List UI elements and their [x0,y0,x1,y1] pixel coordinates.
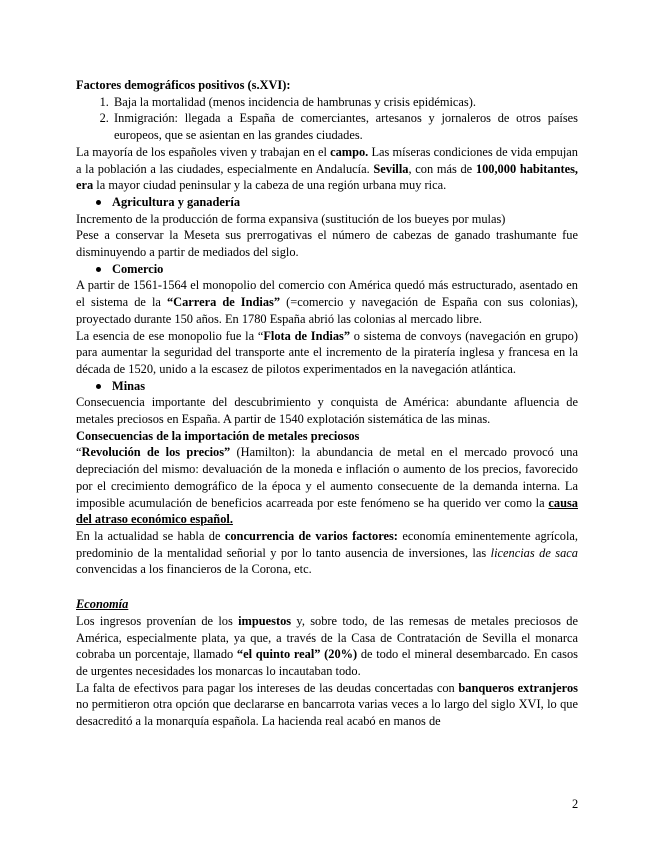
bold-text: “Carrera de Indias” [166,295,281,310]
paragraph-comercio-1: A partir de 1561-1564 el monopolio del comercio con América quedó más estructurado, asentado en el sistema de la “Carrera de Indias” (=comercio y navegación de España con sus colonias), proyectado durante 150 años. En 1780 España abrió las colonias al mercado libre. [76,278,579,326]
section-heading-economia: Economía [76,597,129,612]
paragraph-agricultura-1: Incremento de la producción de forma expansiva (sustitución de los bueyes por mulas) [76,211,506,226]
section-heading-demografia: Factores demográficos positivos (s.XVI): [76,78,291,92]
underlined-bold-text: causa del atraso económico español. [76,495,578,527]
section-heading-consecuencias: Consecuencias de la importación de metales preciosos [76,428,360,443]
bold-text: Sevilla [373,161,409,176]
demografia-list [76,94,578,144]
paragraph-concurrencia: En la actualidad se habla de concurrencia de varios factores: economía eminentemente agrícola, predominio de la mentalidad señorial y por lo tanto ausencia de inversiones, las licencias de saca convencidas a los financieros de la Corona, etc. [76,528,578,577]
paragraph-poblacion: La mayoría de los españoles viven y trabajan en el campo. Las míseras condiciones de vida empujan a la población a las ciudades, especialmente en Andalucía. Sevilla, con más de 100,000 habitantes, era la mayor ciudad peninsular y la cabeza de una región urbana muy rica. [76,144,579,193]
bold-text: concurrencia de varios factores: [224,528,398,543]
paragraph-agricultura-2: Pese a conservar la Meseta sus prerrogativas el número de cabezas de ganado trashumante fue disminuyendo a partir de mediados del siglo. [76,228,578,260]
bold-text: impuestos [238,613,292,628]
paragraph-bancarrota: La falta de efectivos para pagar los intereses de las deudas concertadas con banqueros extranjeros no permitieron otra opción que declararse en bancarrota varias veces a lo largo del siglo XVI, lo que desacreditó a la monarquía española. La hacienda real acabó en manos de [76,680,578,729]
bold-text: campo. [330,144,369,159]
list-item: 1. Baja la mortalidad (menos incidencia de hambrunas y crisis epidémicas). [112,94,578,111]
bold-text: 100,000 habitantes, era [76,161,579,193]
paragraph-comercio-2: La esencia de ese monopolio fue la “Flota de Indias” o sistema de convoys (navegación en grupo) para aumentar la seguridad del transporte ante el incremento de la piratería inglesa y francesa en la década de 1520, unido a la escasez de pilotos experimentados en la navegación atlántica. [76,328,579,376]
page-content [76,77,578,730]
paragraph-minas: Consecuencia importante del descubrimiento y conquista de América: abundante afluencia de metales preciosos en España. A partir de 1540 explotación sistemática de las minas. [76,395,578,427]
list-item: 2. Inmigración: llegada a España de comerciantes, artesanos y jornaleros de otros países europeos, que se asientan en las grandes ciudades. [112,110,578,143]
bullet-heading-agricultura: Agricultura y ganadería [76,194,578,211]
italic-text: licencias de saca [490,545,578,560]
bold-text: banqueros extranjeros [458,680,578,695]
paragraph-ingresos: Los ingresos provenían de los impuestos y, sobre todo, de las remesas de metales preciosos de América, especialmente plata, ya que, a través de la Casa de Contratación de Sevilla el monarca cobraba un porcentaje, llamado “el quinto real” (20%) de todo el mineral desembarcado. En casos de urgentes necesidades los monarcas lo incautaban todo. [76,613,579,678]
paragraph-revolucion-precios: “Revolución de los precios” (Hamilton): la abundancia de metal en el mercado provocó una depreciación del mismo: devaluación de la moneda e inflación o aumento de los precios, favorecido por el crecimiento demográfico de la época y el aumento consecuente de la demanda interna. La imposible acumulación de beneficios acarreada por este fenómeno se ha querido ver como la causa del atraso económico español. [76,445,578,527]
page-number: 2 [572,797,579,811]
bold-text: Flota de Indias” [263,328,351,343]
bullet-heading-minas: Minas [76,378,578,395]
bold-text: “el quinto real” (20%) [236,647,358,662]
bold-text: Revolución de los precios” [81,445,231,460]
bullet-heading-comercio: Comercio [76,261,578,278]
